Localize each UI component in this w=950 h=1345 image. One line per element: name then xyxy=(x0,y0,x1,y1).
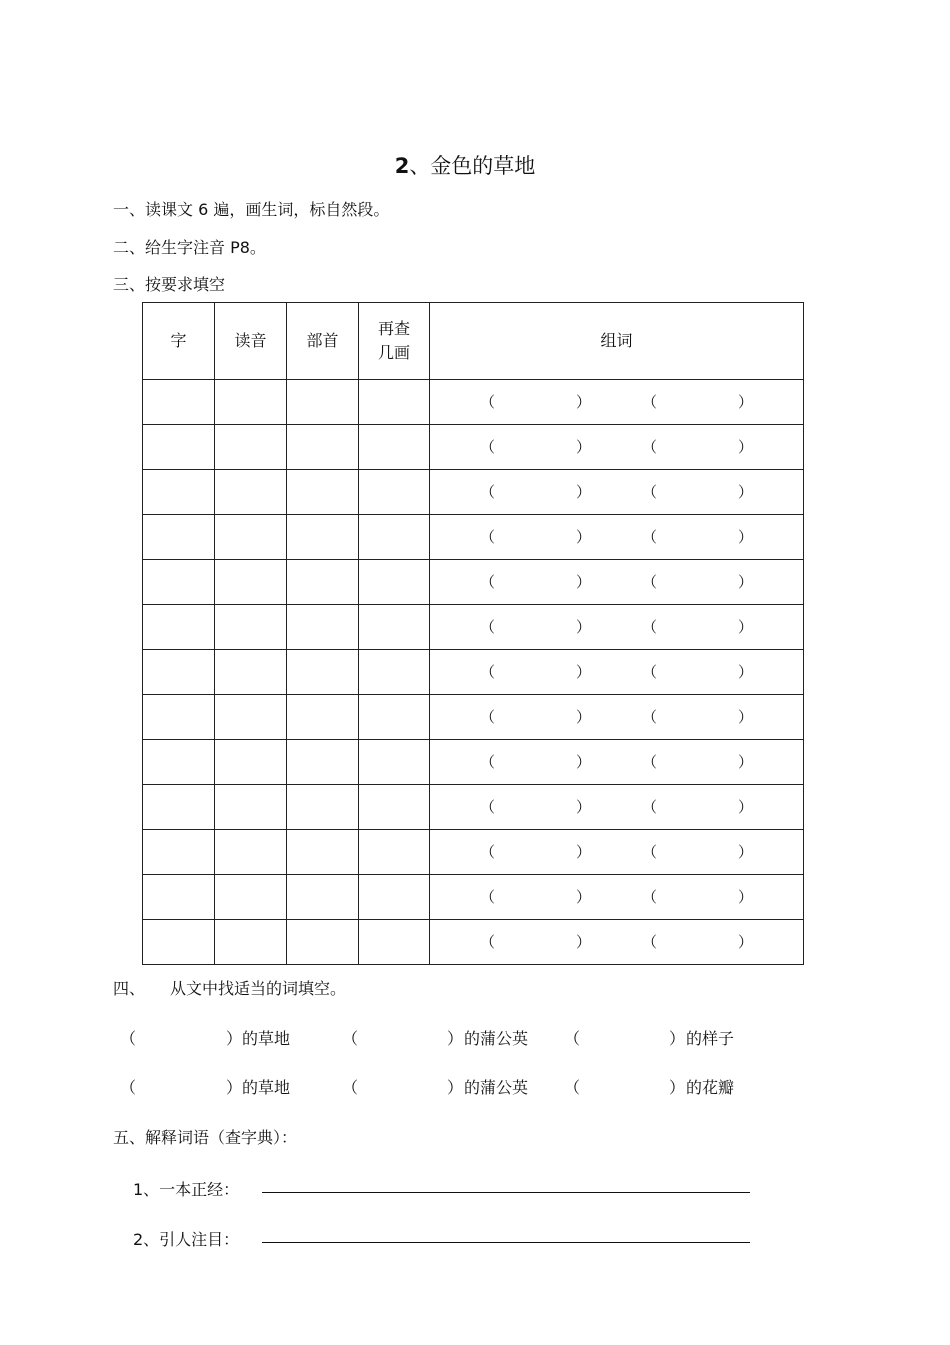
blank-close: ） xyxy=(576,528,592,546)
cell-words[interactable] xyxy=(430,470,804,515)
cell-char[interactable] xyxy=(143,830,215,875)
table-row xyxy=(143,515,804,560)
cell-words[interactable] xyxy=(430,695,804,740)
blank-open: （ xyxy=(120,1078,137,1097)
fill-in-table xyxy=(142,302,804,965)
cell-words[interactable] xyxy=(430,650,804,695)
blank-open: （ xyxy=(642,483,658,501)
table-row xyxy=(143,695,804,740)
blank-open: （ xyxy=(480,753,496,771)
section4-label: 四、 xyxy=(113,979,146,998)
word-blanks xyxy=(430,515,803,559)
table-row xyxy=(143,380,804,425)
word-blanks xyxy=(430,560,803,604)
blank-open: （ xyxy=(480,798,496,816)
word-blanks xyxy=(430,740,803,784)
cell-strokes[interactable] xyxy=(359,425,430,470)
instruction-three: 三、按要求填空 xyxy=(113,275,226,294)
blank-close: ） xyxy=(447,1078,464,1097)
cell-radical[interactable] xyxy=(287,740,359,785)
cell-char[interactable] xyxy=(143,920,215,965)
blank-close: ） xyxy=(576,393,592,411)
blank-open: （ xyxy=(480,483,496,501)
blank-open: （ xyxy=(642,888,658,906)
cell-radical[interactable] xyxy=(287,875,359,920)
cell-words[interactable] xyxy=(430,515,804,560)
table-row xyxy=(143,920,804,965)
blank-open: （ xyxy=(564,1078,581,1097)
blank-close: ） xyxy=(576,483,592,501)
blank-close: ） xyxy=(669,1078,686,1097)
cell-words[interactable] xyxy=(430,785,804,830)
cell-strokes[interactable] xyxy=(359,920,430,965)
blank-close: ） xyxy=(738,573,754,591)
blank-open: （ xyxy=(120,1029,137,1048)
cell-radical[interactable] xyxy=(287,560,359,605)
word-blanks xyxy=(430,695,803,739)
blank-close: ） xyxy=(576,663,592,681)
blank-close: ） xyxy=(576,888,592,906)
cell-pinyin[interactable] xyxy=(215,470,287,515)
table-header-row xyxy=(143,303,804,380)
blank-open: （ xyxy=(642,753,658,771)
cell-char[interactable] xyxy=(143,470,215,515)
blank-close: ） xyxy=(738,663,754,681)
table-row xyxy=(143,650,804,695)
word-blanks xyxy=(430,650,803,694)
cell-strokes[interactable] xyxy=(359,830,430,875)
cell-strokes[interactable] xyxy=(359,650,430,695)
cell-pinyin[interactable] xyxy=(215,785,287,830)
header-pinyin: 读音 xyxy=(215,303,287,380)
cell-pinyin[interactable] xyxy=(215,830,287,875)
blank-open: （ xyxy=(642,933,658,951)
word-blanks xyxy=(430,875,803,919)
cell-words[interactable] xyxy=(430,560,804,605)
blank-open: （ xyxy=(642,528,658,546)
blank-open: （ xyxy=(342,1078,359,1097)
blank-close: ） xyxy=(738,753,754,771)
cell-char[interactable] xyxy=(143,695,215,740)
blank-close: ） xyxy=(447,1029,464,1048)
blank-open: （ xyxy=(480,708,496,726)
table-row xyxy=(143,740,804,785)
cell-radical[interactable] xyxy=(287,515,359,560)
blank-close: ） xyxy=(226,1078,243,1097)
phrase-1-1: 的草地 xyxy=(242,1029,291,1048)
blank-open: （ xyxy=(480,933,496,951)
blank-close: ） xyxy=(738,933,754,951)
blank-open: （ xyxy=(642,663,658,681)
cell-radical[interactable] xyxy=(287,605,359,650)
blank-open: （ xyxy=(642,573,658,591)
cell-char[interactable] xyxy=(143,740,215,785)
cell-pinyin[interactable] xyxy=(215,920,287,965)
cell-radical[interactable] xyxy=(287,380,359,425)
blank-close: ） xyxy=(576,618,592,636)
blank-close: ） xyxy=(576,798,592,816)
cell-strokes[interactable] xyxy=(359,695,430,740)
blank-close: ） xyxy=(738,483,754,501)
cell-char[interactable] xyxy=(143,560,215,605)
blank-close: ） xyxy=(226,1029,243,1048)
cell-radical[interactable] xyxy=(287,920,359,965)
cell-strokes[interactable] xyxy=(359,560,430,605)
blank-close: ） xyxy=(738,528,754,546)
blank-open: （ xyxy=(480,618,496,636)
blank-open: （ xyxy=(642,843,658,861)
cell-char[interactable] xyxy=(143,425,215,470)
blank-open: （ xyxy=(480,888,496,906)
cell-char[interactable] xyxy=(143,785,215,830)
definition-answer-line-2[interactable] xyxy=(262,1242,750,1243)
word-blanks xyxy=(430,785,803,829)
blank-close: ） xyxy=(738,708,754,726)
blank-close: ） xyxy=(576,573,592,591)
blank-open: （ xyxy=(642,618,658,636)
cell-strokes[interactable] xyxy=(359,875,430,920)
cell-pinyin[interactable] xyxy=(215,740,287,785)
definition-label-1: 1、一本正经： xyxy=(133,1180,240,1199)
header-strokes-line1: 再查 xyxy=(377,319,410,338)
header-strokes xyxy=(359,303,430,380)
blank-close: ） xyxy=(576,753,592,771)
cell-char[interactable] xyxy=(143,380,215,425)
phrase-2-2: 的蒲公英 xyxy=(464,1078,529,1097)
blank-open: （ xyxy=(642,393,658,411)
table-row xyxy=(143,605,804,650)
cell-pinyin[interactable] xyxy=(215,515,287,560)
word-blanks xyxy=(430,470,803,514)
blank-close: ） xyxy=(576,933,592,951)
blank-close: ） xyxy=(576,438,592,456)
phrase-2-1: 的草地 xyxy=(242,1078,291,1097)
cell-pinyin[interactable] xyxy=(215,695,287,740)
cell-char[interactable] xyxy=(143,605,215,650)
table-row xyxy=(143,830,804,875)
cell-pinyin[interactable] xyxy=(215,650,287,695)
cell-char[interactable] xyxy=(143,515,215,560)
word-blanks xyxy=(430,920,803,964)
blank-open: （ xyxy=(642,708,658,726)
cell-pinyin[interactable] xyxy=(215,560,287,605)
blank-open: （ xyxy=(480,573,496,591)
title-text: 、金色的草地 xyxy=(409,154,536,178)
cell-radical[interactable] xyxy=(287,470,359,515)
blank-close: ） xyxy=(738,393,754,411)
cell-radical[interactable] xyxy=(287,785,359,830)
cell-pinyin[interactable] xyxy=(215,605,287,650)
cell-radical[interactable] xyxy=(287,425,359,470)
phrase-2-3: 的花瓣 xyxy=(686,1078,735,1097)
blank-open: （ xyxy=(480,528,496,546)
cell-radical[interactable] xyxy=(287,650,359,695)
cell-words[interactable] xyxy=(430,605,804,650)
table-row xyxy=(143,470,804,515)
cell-pinyin[interactable] xyxy=(215,425,287,470)
header-radical: 部首 xyxy=(287,303,359,380)
instruction-two: 二、给生字注音 P8。 xyxy=(113,238,266,257)
cell-radical[interactable] xyxy=(287,830,359,875)
blank-open: （ xyxy=(480,393,496,411)
instruction-one: 一、读课文 6 遍，画生词，标自然段。 xyxy=(113,200,390,219)
title-number: 2 xyxy=(394,154,410,178)
section5-heading: 五、解释词语（查字典）： xyxy=(113,1128,298,1147)
blank-close: ） xyxy=(576,843,592,861)
cell-strokes[interactable] xyxy=(359,380,430,425)
cell-strokes[interactable] xyxy=(359,515,430,560)
cell-strokes[interactable] xyxy=(359,785,430,830)
page-title xyxy=(0,150,930,180)
phrase-1-3: 的样子 xyxy=(686,1029,735,1048)
cell-char[interactable] xyxy=(143,650,215,695)
phrase-1-2: 的蒲公英 xyxy=(464,1029,529,1048)
blank-close: ） xyxy=(669,1029,686,1048)
blank-open: （ xyxy=(480,438,496,456)
blank-open: （ xyxy=(564,1029,581,1048)
blank-open: （ xyxy=(480,843,496,861)
cell-pinyin[interactable] xyxy=(215,380,287,425)
table-row xyxy=(143,560,804,605)
section4-text: 从文中找适当的词填空。 xyxy=(170,979,347,998)
cell-strokes[interactable] xyxy=(359,605,430,650)
cell-strokes[interactable] xyxy=(359,740,430,785)
word-blanks xyxy=(430,425,803,469)
header-words: 组词 xyxy=(430,303,804,380)
cell-words[interactable] xyxy=(430,740,804,785)
blank-close: ） xyxy=(576,708,592,726)
cell-words[interactable] xyxy=(430,920,804,965)
cell-words[interactable] xyxy=(430,830,804,875)
cell-words[interactable] xyxy=(430,380,804,425)
table-row xyxy=(143,785,804,830)
definition-label-2: 2、引人注目： xyxy=(133,1230,240,1249)
blank-close: ） xyxy=(738,843,754,861)
blank-open: （ xyxy=(642,438,658,456)
cell-strokes[interactable] xyxy=(359,470,430,515)
word-blanks xyxy=(430,830,803,874)
header-strokes-line2: 几画 xyxy=(377,343,410,362)
blank-open: （ xyxy=(342,1029,359,1048)
table-row xyxy=(143,875,804,920)
word-blanks xyxy=(430,605,803,649)
cell-words[interactable] xyxy=(430,425,804,470)
cell-radical[interactable] xyxy=(287,695,359,740)
blank-close: ） xyxy=(738,438,754,456)
blank-close: ） xyxy=(738,798,754,816)
table-row xyxy=(143,425,804,470)
word-blanks xyxy=(430,380,803,424)
blank-open: （ xyxy=(642,798,658,816)
blank-close: ） xyxy=(738,618,754,636)
cell-words[interactable] xyxy=(430,875,804,920)
blank-close: ） xyxy=(738,888,754,906)
header-char: 字 xyxy=(143,303,215,380)
blank-open: （ xyxy=(480,663,496,681)
definition-answer-line-1[interactable] xyxy=(262,1192,750,1193)
cell-char[interactable] xyxy=(143,875,215,920)
cell-pinyin[interactable] xyxy=(215,875,287,920)
